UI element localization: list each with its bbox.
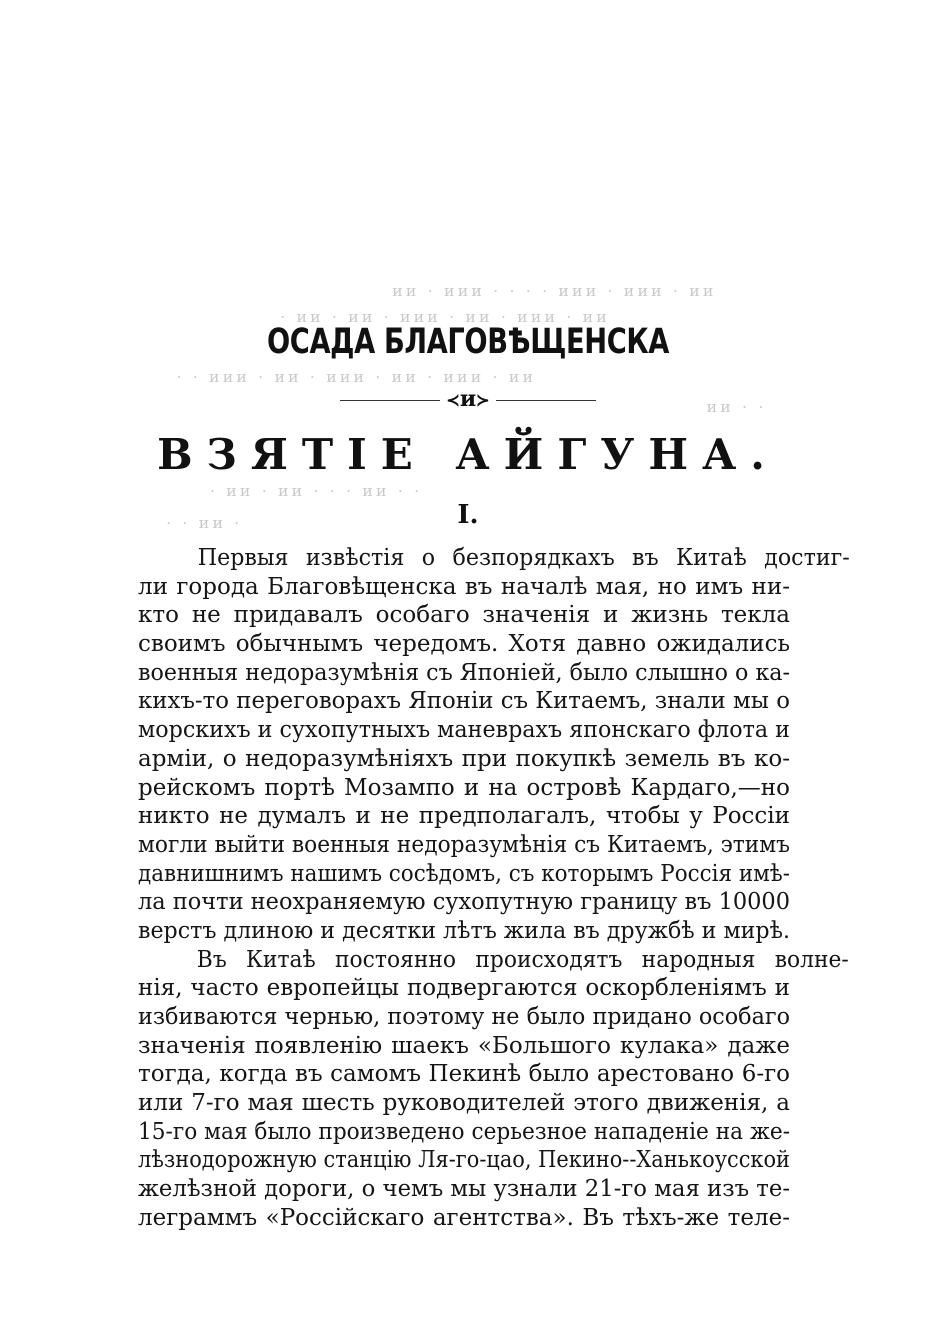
text-line: военныя недоразумѣнія съ Японіей, было слышно о ка-	[138, 659, 791, 686]
text-line: верстъ длиною и десятки лѣтъ жила въ дружбѣ и мирѣ.	[138, 917, 790, 944]
text-line: избиваются чернью, поэтому не было придано особаго	[138, 1004, 791, 1030]
text-line: своимъ обычнымъ чередомъ. Хотя давно ожидались	[138, 631, 790, 658]
text-line: Первыя извѣстія о безпорядкахъ въ Китаѣ достиг-	[197, 545, 850, 571]
text-line: желѣзной дороги, о чемъ мы узнали 21-го мая изъ те-	[138, 1176, 791, 1203]
text-line: могли выйти военныя недоразумѣнія съ Китаемъ, этимъ	[138, 831, 790, 858]
bleed-through-texture: ии · ·	[706, 398, 767, 416]
connector-rule-left	[340, 400, 440, 401]
connector-rule-right	[496, 400, 596, 401]
text-line: кихъ-то переговорахъ Японіи съ Китаемъ, знали мы о	[138, 688, 790, 715]
text-line: нія, часто европейцы подвергаются оскорбленіямъ и	[138, 975, 790, 1002]
text-line: никто не думалъ и не предполагалъ, чтобы у Россіи	[138, 803, 790, 830]
text-line: 15-го мая было произведено серьезное нападеніе на же-	[138, 1118, 791, 1145]
text-line: лѣзнодорожную станцію Ля-го-цао, Пекино--Ханькоусской	[138, 1147, 790, 1174]
text-line: или 7-го мая шесть руководителей этого движенія, а	[138, 1090, 790, 1117]
document-title: ОСАДА БЛАГОВѢЩЕНСКА	[266, 322, 670, 362]
flourish-left-ornament: ≺	[446, 390, 460, 410]
bleed-through-texture: ии · иии · · · · иии · иии · ии	[392, 282, 717, 300]
text-line: морскихъ и сухопутныхъ маневрахъ японскаго флота и	[138, 717, 790, 744]
section-number: I.	[457, 500, 479, 530]
text-line: тогда, когда въ самомъ Пекинѣ было арестовано 6-го	[138, 1061, 790, 1088]
text-line: леграммъ «Россійскаго агентства». Въ тѣхъ-же теле-	[138, 1204, 790, 1231]
body-text	[138, 544, 850, 1233]
bleed-through-texture: · ии · ии · иии · ии · иии · ии	[280, 308, 610, 326]
text-line: ли города Благовѣщенска въ началѣ мая, но имъ ни-	[138, 573, 790, 600]
text-line: рейскомъ портѣ Мозампо и на островѣ Кардаго,—но	[138, 774, 790, 801]
connector-word: и	[459, 386, 477, 412]
title-connector	[0, 386, 936, 412]
bleed-through-texture: · · ии ·	[166, 514, 243, 532]
text-line: давнишнимъ нашимъ сосѣдомъ, съ которымъ Россія имѣ-	[138, 860, 790, 887]
text-line: арміи, о недоразумѣніяхъ при покупкѣ земель въ ко-	[138, 745, 790, 772]
text-line: кто не придавалъ особаго значенія и жизнь текла	[138, 602, 790, 629]
text-line: Въ Китаѣ постоянно происходятъ народныя волне-	[196, 946, 849, 973]
flourish-right-ornament: ≻	[476, 390, 490, 410]
bleed-through-texture: · ии · ии · · · ии · ·	[209, 482, 423, 500]
bleed-through-texture: · · иии · ии · иии · ии · иии · ии	[176, 368, 537, 386]
text-line: ла почти неохраняемую сухопутную границу въ 10000	[138, 889, 791, 916]
text-line: значенія появленію шаекъ «Большого кулака» даже	[138, 1032, 790, 1059]
document-subtitle: ВЗЯТІЕ АЙГУНА.	[157, 430, 779, 479]
